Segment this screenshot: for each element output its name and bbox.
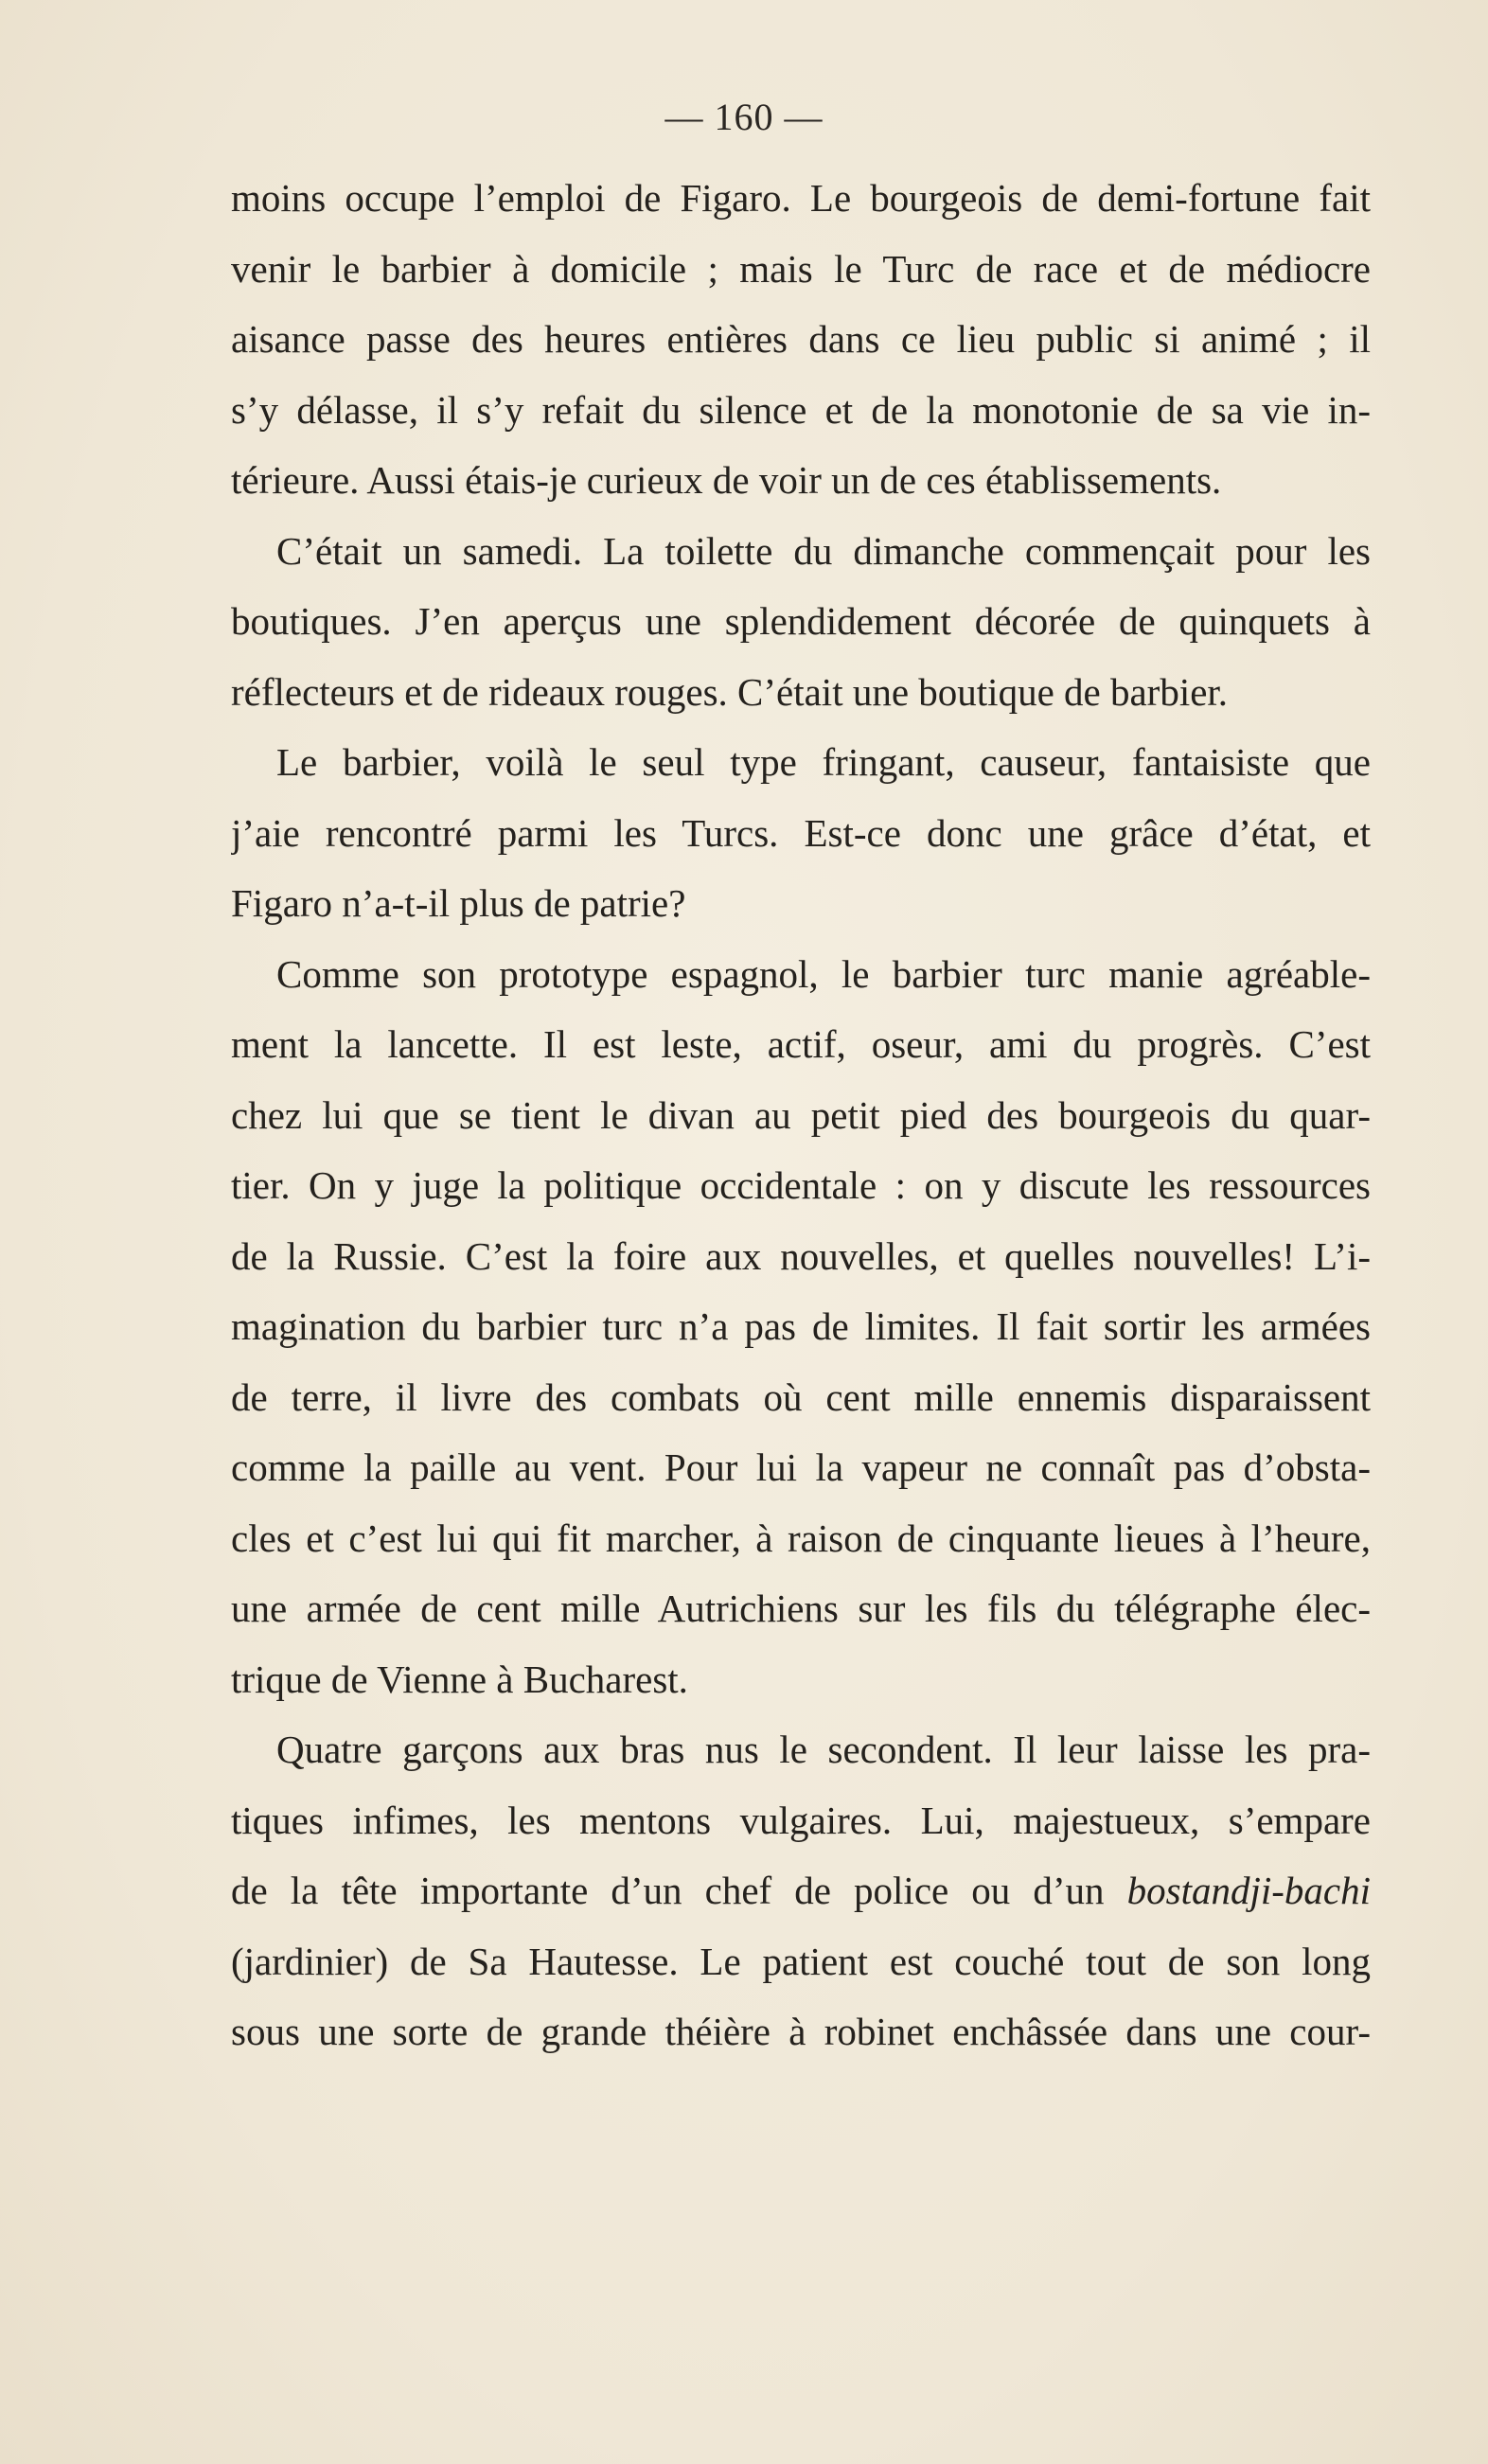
italic-term: bostandji-bachi	[1126, 1869, 1371, 1912]
text-line: moins occupe l’emploi de Figaro. Le bourgeois de demi-fortune fait	[231, 176, 1371, 220]
text-line: Le barbier, voilà le seul type fringant, causeur, fantaisiste que	[276, 740, 1371, 784]
text-line: j’aie rencontré parmi les Turcs. Est-ce donc une grâce d’état, et	[231, 810, 1371, 855]
text-line: Quatre garçons aux bras nus le secondent. Il leur laisse les pra-	[276, 1728, 1371, 1771]
text-line: tiques infimes, les mentons vulgaires. Lui, majestueux, s’empare	[231, 1798, 1371, 1842]
text-line: cles et c’est lui qui fit marcher, à raison de cinquante lieues à l’heure,	[231, 1516, 1371, 1560]
text-line: térieure. Aussi étais-je curieux de voir un de ces établissements.	[231, 458, 1222, 502]
text-line: Comme son prototype espagnol, le barbier turc manie agréable-	[276, 951, 1371, 996]
text-line: une armée de cent mille Autrichiens sur les fils du télégraphe élec-	[231, 1587, 1371, 1630]
text-line: trique de Vienne à Bucharest.	[231, 1657, 688, 1701]
text-line: réflecteurs et de rideaux rouges. C’était une boutique de barbier.	[231, 669, 1229, 714]
text-line: ment la lancette. Il est leste, actif, oseur, ami du progrès. C’est	[231, 1022, 1371, 1066]
text-line: magination du barbier turc n’a pas de limites. Il fait sortir les armées	[231, 1304, 1371, 1348]
text-line: boutiques. J’en aperçus une splendidement décorée de quinquets à	[231, 599, 1371, 643]
page-number: — 160 —	[664, 96, 824, 138]
text-line: Figaro n’a-t-il plus de patrie?	[231, 881, 686, 925]
text-line: (jardinier) de Sa Hautesse. Le patient est couché tout de son long	[231, 1939, 1371, 1983]
text-line: sous une sorte de grande théière à robinet enchâssée dans une cour-	[231, 2010, 1371, 2053]
text-line: aisance passe des heures entières dans ce lieu public si animé ; il	[231, 317, 1371, 361]
text-line: de la tête importante d’un chef de police ou d’un bostandji-bachi	[231, 1869, 1371, 1912]
text-line: de terre, il livre des combats où cent mille ennemis disparaissent	[231, 1374, 1371, 1419]
text-line: C’était un samedi. La toilette du dimanche commençait pour les	[276, 528, 1371, 573]
text-line: comme la paille au vent. Pour lui la vapeur ne connaît pas d’obsta-	[231, 1445, 1371, 1489]
text-line: de la Russie. C’est la foire aux nouvelles, et quelles nouvelles! L’i-	[231, 1233, 1371, 1278]
text-line: venir le barbier à domicile ; mais le Turc de race et de médiocre	[231, 246, 1371, 291]
text-line: chez lui que se tient le divan au petit pied des bourgeois du quar-	[231, 1092, 1371, 1137]
text-line: s’y délasse, il s’y refait du silence et de la monotonie de sa vie in-	[231, 387, 1371, 432]
text-line: tier. On y juge la politique occidentale : on y discute les ressources	[231, 1163, 1371, 1207]
body-text	[231, 163, 1371, 2067]
